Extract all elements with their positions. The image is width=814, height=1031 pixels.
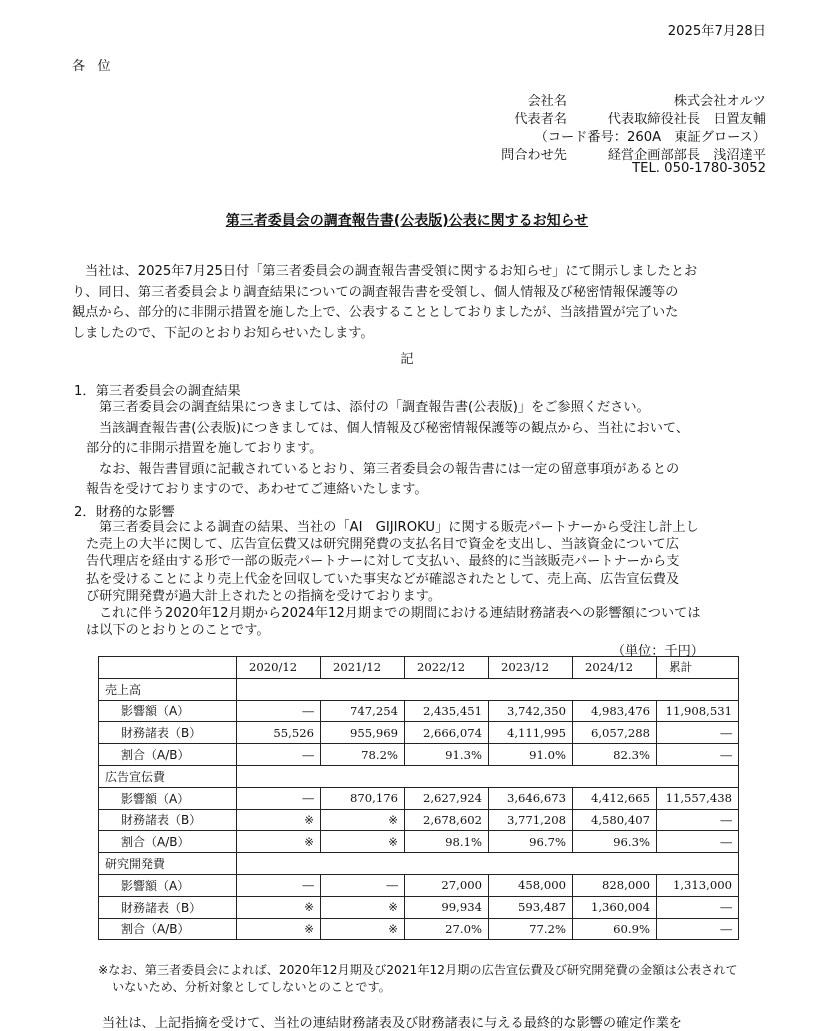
table-cell: 458,000 <box>489 874 573 896</box>
table-cell: 55,526 <box>237 722 321 744</box>
representative-name: 代表取締役社長 日置友輔 <box>607 112 766 127</box>
table-cell: ― <box>657 918 739 940</box>
table-cell: 4,580,407 <box>573 809 657 831</box>
table-cell: ― <box>657 896 739 918</box>
table-row <box>99 744 739 766</box>
table-cell: ― <box>657 722 739 744</box>
intro-line: 当社は、2025年7月25日付「第三者委員会の調査報告書受領に関するお知らせ」にて開示しましたとお <box>85 264 698 279</box>
table-cell: 60.9% <box>573 918 657 940</box>
table-cell: 747,254 <box>321 700 405 722</box>
table-cell: 870,176 <box>321 787 405 809</box>
section2-line: これに伴う2020年12月期から2024年12月期までの期間における連結財務諸表への影響額については <box>99 606 701 622</box>
row-label: 影響額（A） <box>99 787 237 809</box>
table-cell: ― <box>321 874 405 896</box>
table-cell: ― <box>657 809 739 831</box>
table-cell: 99,934 <box>405 896 489 918</box>
ki-marker: 記 <box>400 352 414 367</box>
contact-tel: TEL. 050-1780-3052 <box>632 161 766 176</box>
intro-line: り、同日、第三者委員会より調査結果についての調査報告書を受領し、個人情報及び秘密情報保護等の <box>72 284 679 300</box>
row-label: 割合（A/B） <box>99 918 237 940</box>
document-date: 2025年7月28日 <box>667 24 766 39</box>
section2-line: 告代理店を経由する形で一部の販売パートナーに対して支払い、最終的に当該販売パートナーから支 <box>86 554 680 570</box>
table-cell: ※ <box>237 896 321 918</box>
row-label: 影響額（A） <box>99 700 237 722</box>
row-label: 割合（A/B） <box>99 744 237 766</box>
table-cell: 78.2% <box>321 744 405 766</box>
section2-line: び研究開発費が過大計上されたとの指摘を受けております。 <box>86 588 442 604</box>
table-cell: 96.3% <box>573 831 657 853</box>
table-cell: ※ <box>321 809 405 831</box>
stock-code: （コード番号：260A 東証グロース） <box>534 130 766 145</box>
table-header-cell: 2021/12 <box>321 657 405 679</box>
contact-label: 問合わせ先 <box>501 148 567 163</box>
row-label: 割合（A/B） <box>99 831 237 853</box>
table-header-row <box>99 657 739 679</box>
table-header-cell: 2024/12 <box>573 657 657 679</box>
contact-person: 経営企画部部長 浅沼達平 <box>607 148 766 163</box>
section1-line: 部分的に非開示措置を施しております。 <box>86 441 323 457</box>
table-group-row <box>99 853 739 875</box>
table-cell: 3,771,208 <box>489 809 573 831</box>
section2-body <box>86 519 701 639</box>
table-cell: ※ <box>321 896 405 918</box>
section1-line: 報告を受けておりますので、あわせてご連絡いたします。 <box>86 482 428 498</box>
table-cell: 91.0% <box>489 744 573 766</box>
document-title: 第三者委員会の調査報告書(公表版)公表に関するお知らせ <box>225 213 589 229</box>
table-footnote <box>98 962 738 995</box>
table-row <box>99 809 739 831</box>
section2-line: 払を受けることにより売上代金を回収していた事実などが確認されたとして、売上高、広告宣伝費及 <box>86 571 680 587</box>
row-label: 財務諸表（B） <box>99 896 237 918</box>
table-cell: ― <box>237 744 321 766</box>
table-cell: 77.2% <box>489 918 573 940</box>
group-label: 広告宣伝費 <box>99 765 237 787</box>
table-cell: 828,000 <box>573 874 657 896</box>
section1-body <box>86 398 689 501</box>
section2-line: は以下のとおりとのことです。 <box>86 623 270 639</box>
table-cell: 3,742,350 <box>489 700 573 722</box>
table-cell: 4,983,476 <box>573 700 657 722</box>
table-cell: ― <box>237 874 321 896</box>
table-group-row <box>99 765 739 787</box>
section1-line: 当該調査報告書(公表版)につきましては、個人情報及び秘密情報保護等の観点から、当社において、 <box>99 420 690 436</box>
table-cell: ※ <box>237 809 321 831</box>
table-cell: ※ <box>237 831 321 853</box>
table-header-cell: 累計 <box>657 657 739 679</box>
table-cell: 98.1% <box>405 831 489 853</box>
table-cell: ※ <box>321 831 405 853</box>
addressee: 各 位 <box>72 59 115 74</box>
table-cell: 11,908,531 <box>657 700 739 722</box>
table-cell: 1,360,004 <box>573 896 657 918</box>
table-cell: 82.3% <box>573 744 657 766</box>
section2-line: 第三者委員会による調査の結果、当社の「AI GIJIROKU」に関する販売パートナーから受注し計上し <box>99 520 699 535</box>
table-cell: 4,111,995 <box>489 722 573 744</box>
representative-label: 代表者名 <box>514 112 567 127</box>
table-cell: 3,646,673 <box>489 787 573 809</box>
row-label: 影響額（A） <box>99 874 237 896</box>
table-group-row <box>99 678 739 700</box>
table-row <box>99 874 739 896</box>
table-cell: 2,678,602 <box>405 809 489 831</box>
table-header-cell: 2022/12 <box>405 657 489 679</box>
section2-title: 2．財務的な影響 <box>74 505 175 520</box>
table-row <box>99 831 739 853</box>
table-row <box>99 787 739 809</box>
table-cell: 4,412,665 <box>573 787 657 809</box>
group-fill <box>237 765 739 787</box>
table-cell: ― <box>657 831 739 853</box>
intro-line: しましたので、下記のとおりお知らせいたします。 <box>72 325 374 341</box>
table-cell: ― <box>657 744 739 766</box>
table-cell: 1,313,000 <box>657 874 739 896</box>
table-cell: 2,627,924 <box>405 787 489 809</box>
table-cell: 27,000 <box>405 874 489 896</box>
company-name: 株式会社オルツ <box>673 94 766 109</box>
closing-paragraph: 当社は、上記指摘を受けて、当社の連結財務諸表及び財務諸表に与える最終的な影響の確定作業を <box>102 1016 682 1031</box>
section2-line: た売上の大半に関して、広告宣伝費又は研究開発費の支払名目で資金を支出し、当該資金について広 <box>86 537 679 553</box>
table-header-cell: 2023/12 <box>489 657 573 679</box>
row-label: 財務諸表（B） <box>99 722 237 744</box>
table-cell: 6,057,288 <box>573 722 657 744</box>
table-cell: 593,487 <box>489 896 573 918</box>
group-label: 売上高 <box>99 678 237 700</box>
table-cell: ― <box>237 787 321 809</box>
table-cell: 2,666,074 <box>405 722 489 744</box>
table-cell: 27.0% <box>405 918 489 940</box>
table-row <box>99 722 739 744</box>
group-label: 研究開発費 <box>99 853 237 875</box>
section1-line: なお、報告書冒頭に記載されているとおり、第三者委員会の報告書には一定の留意事項があるとの <box>99 461 680 477</box>
table-header-cell <box>99 657 237 679</box>
table-cell: 2,435,451 <box>405 700 489 722</box>
group-fill <box>237 678 739 700</box>
intro-paragraph <box>72 262 697 344</box>
financial-impact-table <box>98 656 739 940</box>
table-cell: ― <box>237 700 321 722</box>
table-cell: 96.7% <box>489 831 573 853</box>
table-header-cell: 2020/12 <box>237 657 321 679</box>
table-cell: 955,969 <box>321 722 405 744</box>
table-row <box>99 896 739 918</box>
table-cell: ※ <box>321 918 405 940</box>
table-cell: 91.3% <box>405 744 489 766</box>
section1-title: 1．第三者委員会の調査結果 <box>74 384 241 399</box>
table-unit: （単位：千円） <box>611 644 704 659</box>
table-row <box>99 918 739 940</box>
table-cell: ※ <box>237 918 321 940</box>
group-fill <box>237 853 739 875</box>
table-cell: 11,557,438 <box>657 787 739 809</box>
section1-line: 第三者委員会の調査結果につきましては、添付の「調査報告書(公表版)」をご参照ください。 <box>99 400 650 415</box>
table-row <box>99 700 739 722</box>
company-label: 会社名 <box>527 94 567 109</box>
intro-line: 観点から、部分的に非開示措置を施した上で、公表することとしておりましたが、当該措置が完了いた <box>72 305 679 321</box>
footnote-line: いないため、分析対象としてしないとのことです。 <box>112 979 391 994</box>
footnote-line: ※なお、第三者委員会によれば、2020年12月期及び2021年12月期の広告宣伝費及び研究開発費の金額は公表されて <box>98 963 738 977</box>
row-label: 財務諸表（B） <box>99 809 237 831</box>
